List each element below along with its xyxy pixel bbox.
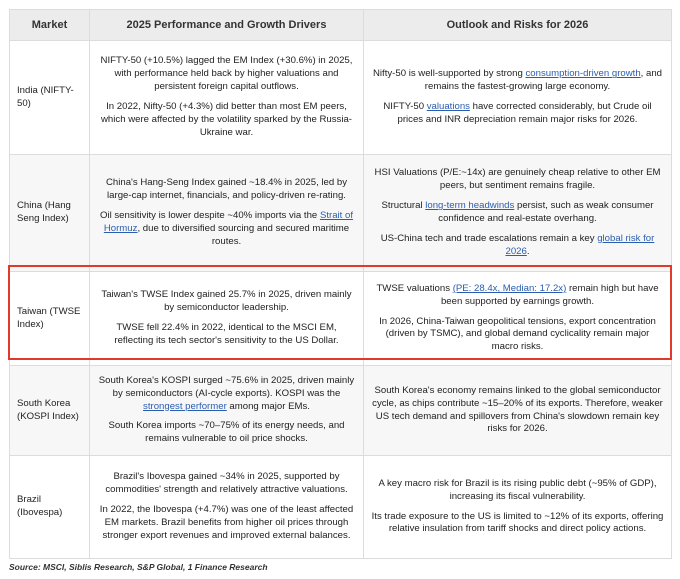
text-span: South Korea's KOSPI surged ~75.6% in 2025, driven mainly by semiconductors (AI-cycle exports). KOSPI was the — [98, 374, 355, 399]
consumption-growth-link[interactable]: consumption-driven growth — [525, 68, 641, 80]
outlook-paragraph: HSI Valuations (P/E:~14x) are genuinely cheap relative to other EM peers, but sentiment remains fragile. — [374, 167, 661, 192]
performance-paragraph: In 2022, the Ibovespa (+4.7%) was one of the least affected EM markets. Brazil benefits from higher oil prices through stronger export revenues and improved external balances. — [99, 504, 354, 541]
text-span: Oil sensitivity is lower despite ~40% imports via the — [99, 210, 320, 222]
outlook-paragraph — [371, 200, 664, 226]
text-span: , and remains the fastest-growing large economy. — [424, 68, 663, 93]
long-term-headwinds-link[interactable]: long-term headwinds — [425, 200, 515, 212]
performance-paragraph — [97, 375, 356, 414]
performance-paragraph: TWSE fell 22.4% in 2022, identical to the MSCI EM, reflecting its tech sector's sensitivity to the US Dollar. — [114, 322, 339, 346]
outlook-cell — [364, 366, 672, 456]
text-span: US-China tech and trade escalations remain a key — [380, 232, 598, 244]
table-row-brazil — [10, 456, 672, 559]
text-span: among major EMs. — [226, 400, 310, 412]
global-risk-link[interactable]: global risk for 2026 — [505, 232, 655, 257]
text-span: , due to diversified sourcing and secured maritime routes. — [137, 222, 350, 247]
table-row-taiwan — [10, 272, 672, 366]
performance-cell — [90, 456, 364, 559]
market-cell: Taiwan (TWSE Index) — [10, 272, 90, 366]
outlook-paragraph: South Korea's economy remains linked to the global semiconductor cycle, as chips contribute ~15–20% of its exports. Therefore, weaker US tech demand and spillovers from China's slowdown remain key risks for 2026. — [372, 384, 663, 435]
valuations-link[interactable]: valuations — [426, 101, 470, 112]
outlook-cell — [364, 41, 672, 155]
twse-valuation-link[interactable]: (PE: 28.4x, Median: 17.2x) — [452, 282, 567, 294]
text-span: have corrected considerably, but Crude oil prices and INR depreciation remain major risks for 2026. — [397, 101, 652, 125]
strait-of-hormuz-link[interactable]: Strait of Hormuz — [103, 210, 353, 234]
performance-cell — [90, 366, 364, 456]
performance-cell — [90, 155, 364, 272]
table-row-china — [10, 155, 672, 272]
outlook-paragraph — [371, 101, 664, 127]
market-cell: India (NIFTY-50) — [10, 41, 90, 155]
performance-paragraph: South Korea imports ~70–75% of its energy needs, and remains vulnerable to oil price shocks. — [108, 420, 345, 445]
outlook-paragraph: In 2026, China-Taiwan geopolitical tensions, export concentration (driven by TSMC), and global demand cyclicality remain major macro risks. — [379, 315, 656, 353]
text-span: Nifty-50 is well-supported by strong — [372, 68, 526, 80]
outlook-paragraph — [371, 233, 664, 259]
table-row-india — [10, 41, 672, 155]
outlook-paragraph — [371, 68, 664, 94]
outlook-cell — [364, 155, 672, 272]
outlook-cell — [364, 456, 672, 559]
market-cell: South Korea (KOSPI Index) — [10, 366, 90, 456]
outlook-paragraph: A key macro risk for Brazil is its rising public debt (~95% of GDP), increasing its fiscal vulnerability. — [378, 477, 657, 502]
text-span: remain high but have been supported by earnings growth. — [440, 282, 659, 307]
performance-cell — [90, 41, 364, 155]
performance-paragraph — [97, 210, 356, 249]
markets-table — [9, 9, 672, 559]
performance-paragraph: Taiwan's TWSE Index gained 25.7% in 2025, driven mainly by semiconductor leadership. — [101, 289, 352, 314]
header-row — [10, 10, 672, 41]
source-note: Source: MSCI, Siblis Research, S&P Global, 1 Finance Research — [9, 562, 268, 572]
performance-paragraph: China's Hang-Seng Index gained ~18.4% in 2025, led by large-cap internet, financials, and policy-driven re-rating. — [105, 177, 348, 202]
market-cell: Brazil (Ibovespa) — [10, 456, 90, 559]
market-cell: China (Hang Seng Index) — [10, 155, 90, 272]
performance-cell — [90, 272, 364, 366]
outlook-paragraph — [371, 283, 664, 309]
performance-paragraph: Brazil's Ibovespa gained ~34% in 2025, supported by commodities' strength and relatively attractive valuations. — [105, 471, 348, 496]
text-span: Structural — [381, 200, 426, 212]
text-span: NIFTY-50 — [383, 101, 427, 112]
header-market: Market — [10, 10, 90, 41]
header-performance: 2025 Performance and Growth Drivers — [90, 10, 364, 41]
outlook-cell — [364, 272, 672, 366]
table-row-south-korea — [10, 366, 672, 456]
strongest-performer-link[interactable]: strongest performer — [143, 400, 227, 412]
text-span: TWSE valuations — [376, 282, 453, 294]
header-outlook: Outlook and Risks for 2026 — [364, 10, 672, 41]
performance-paragraph: In 2022, Nifty-50 (+4.3%) did better than most EM peers, which were affected by the volatility sparked by the Russia-Ukraine war. — [101, 101, 352, 138]
outlook-paragraph: Its trade exposure to the US is limited to ~12% of its exports, offering relative insulation from tariff shocks and direct policy actions. — [371, 510, 664, 535]
text-span: persist, such as weak consumer confidence and real-estate overhang. — [438, 200, 654, 224]
text-span: . — [526, 245, 530, 257]
performance-paragraph: NIFTY-50 (+10.5%) lagged the EM Index (+30.6%) in 2025, with performance held back by higher valuations and persistent foreign capital outflows. — [100, 55, 353, 93]
